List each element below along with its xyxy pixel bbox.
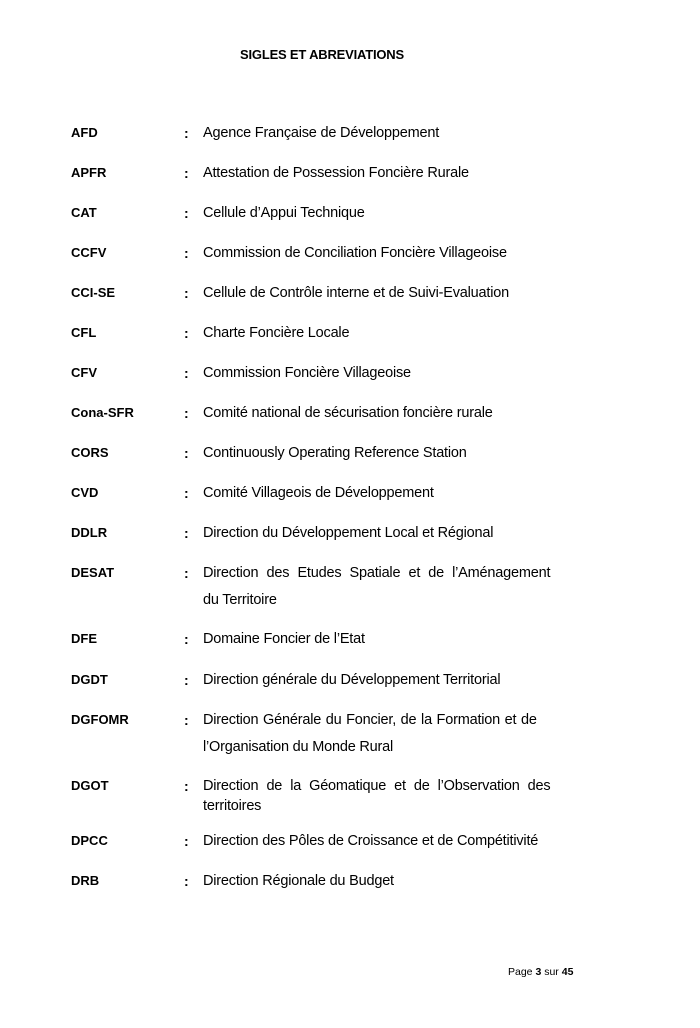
definition: Comité national de sécurisation foncière rurale <box>203 405 493 421</box>
of-label: sur <box>544 966 559 978</box>
separator-colon: : <box>184 525 189 541</box>
definition: Continuously Operating Reference Station <box>203 445 467 461</box>
definition: Attestation de Possession Foncière Rurale <box>203 165 469 181</box>
separator-colon: : <box>184 285 189 301</box>
page-footer <box>508 966 573 978</box>
definition-line-2: territoires <box>203 798 262 814</box>
separator-colon: : <box>184 365 189 381</box>
abbreviation: CFL <box>71 325 97 340</box>
separator-colon: : <box>184 485 189 501</box>
abbreviation: Cona-SFR <box>71 405 134 420</box>
abbreviation: CCFV <box>71 245 107 260</box>
definition-line-1: Direction Générale du Foncier, de la Formation et de <box>203 712 537 728</box>
abbreviation: APFR <box>71 165 107 180</box>
abbreviation: CCI-SE <box>71 285 116 300</box>
definition: Direction des Pôles de Croissance et de Compétitivité <box>203 833 539 849</box>
definition <box>203 560 574 614</box>
abbreviation: CVD <box>71 485 99 500</box>
separator-colon: : <box>184 165 189 181</box>
definition: Direction générale du Développement Territorial <box>203 672 501 688</box>
separator-colon: : <box>184 631 189 647</box>
definition: Direction Régionale du Budget <box>203 873 394 889</box>
abbreviation: DGOT <box>71 778 109 793</box>
definition-line-1: Direction de la Géomatique et de l’Observation des <box>203 778 551 794</box>
abbreviation: DGDT <box>71 672 108 687</box>
abbreviation: DFE <box>71 631 97 646</box>
abbreviation: DRB <box>71 873 100 888</box>
definition: Domaine Foncier de l’Etat <box>203 631 365 647</box>
separator-colon: : <box>184 712 189 728</box>
separator-colon: : <box>184 565 189 581</box>
separator-colon: : <box>184 672 189 688</box>
page-number: 3 <box>535 966 542 978</box>
page-label: Page <box>508 966 533 978</box>
definition: Charte Foncière Locale <box>203 325 350 341</box>
definition <box>203 707 574 761</box>
definition: Comité Villageois de Développement <box>203 485 434 501</box>
abbreviation: DESAT <box>71 565 115 580</box>
definition: Agence Française de Développement <box>203 125 440 141</box>
separator-colon: : <box>184 873 189 889</box>
abbreviation: CAT <box>71 205 97 220</box>
separator-colon: : <box>184 205 189 221</box>
definition: Direction du Développement Local et Régional <box>203 525 494 541</box>
separator-colon: : <box>184 325 189 341</box>
definition: Commission Foncière Villageoise <box>203 365 411 381</box>
definition-line-2: l’Organisation du Monde Rural <box>203 739 394 755</box>
page-title: SIGLES ET ABREVIATIONS <box>240 47 404 62</box>
separator-colon: : <box>184 778 189 794</box>
separator-colon: : <box>184 833 189 849</box>
separator-colon: : <box>184 405 189 421</box>
separator-colon: : <box>184 445 189 461</box>
definition: Commission de Conciliation Foncière Villageoise <box>203 245 507 261</box>
total-pages: 45 <box>561 966 574 978</box>
abbreviation: CORS <box>71 445 109 460</box>
definition <box>203 776 574 816</box>
separator-colon: : <box>184 245 189 261</box>
abbreviation: DGFOMR <box>71 712 129 727</box>
definition: Cellule de Contrôle interne et de Suivi-Evaluation <box>203 285 509 301</box>
abbreviation: DDLR <box>71 525 108 540</box>
abbreviation: CFV <box>71 365 97 380</box>
definition-line-2: du Territoire <box>203 592 277 608</box>
abbreviation: DPCC <box>71 833 108 848</box>
separator-colon: : <box>184 125 189 141</box>
definition-line-1: Direction des Etudes Spatiale et de l’Aménagement <box>203 565 551 581</box>
definition: Cellule d’Appui Technique <box>203 205 365 221</box>
abbreviation: AFD <box>71 125 98 140</box>
